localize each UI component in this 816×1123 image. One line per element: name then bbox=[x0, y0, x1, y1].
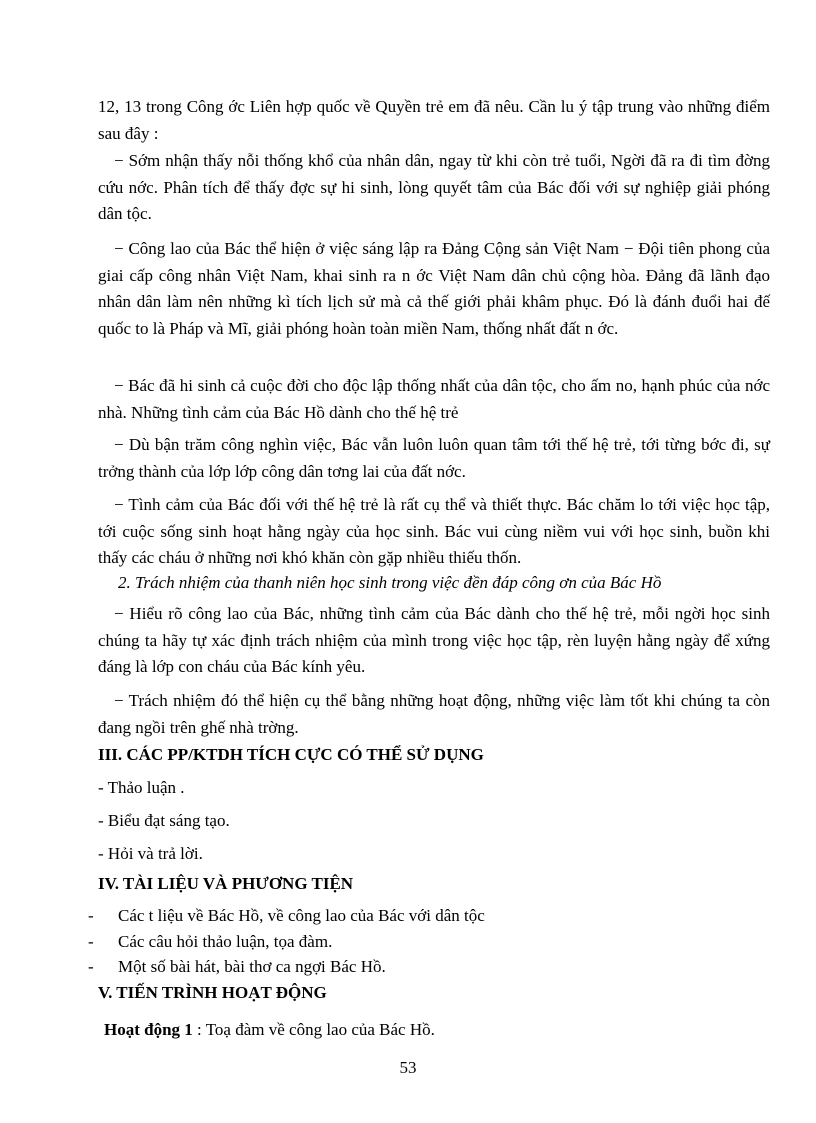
section-5-heading: V. TIẾN TRÌNH HOẠT ĐỘNG bbox=[98, 983, 327, 1002]
section-3-heading: III. CÁC PP/KTDH TÍCH CỰC CÓ THỂ SỬ DỤNG bbox=[98, 745, 484, 764]
paragraph-affection: − Tình cảm của Bác đối với thế hệ trẻ là rất cụ thể và thiết thực. Bác chăm lo tới việc học tập, tới cuộc sống sinh hoạt hằng ngày của học sinh. Bác vui cùng niềm vui với học sinh, buồn khi thấy các cháu ở những nơi khó khăn còn gặp nhiều thiếu thốn. bbox=[98, 495, 770, 567]
paragraph-early-years: − Sớm nhận thấy nỗi thống khổ của nhân dân, ngay từ khi còn trẻ tuổi, Ngời đã ra đi tìm đờng cứu nớc. Phân tích để thấy đợc sự hi sinh, lòng quyết tâm của Bác đối với sự nghiệp giải phóng dân tộc. bbox=[98, 151, 770, 223]
list-item: - Một số bài hát, bài thơ ca ngợi Bác Hồ. bbox=[88, 957, 386, 976]
section-3-item: - Thảo luận . bbox=[98, 778, 185, 797]
paragraph-party-founding: − Công lao của Bác thể hiện ở việc sáng lập ra Đảng Cộng sản Việt Nam − Đội tiên phong của giai cấp công nhân Việt Nam, khai sinh ra n ớc Việt Nam dân chủ cộng hòa. Đảng đã lãnh đạo nhân dân làm nên những kì tích lịch sử mà cả thế giới phải khâm phục. Đó là đánh đuổi hai đế quốc to là Pháp và Mĩ, giải phóng hoàn toàn miền Nam, thống nhất đất n ớc. bbox=[98, 239, 770, 338]
page-number: 53 bbox=[399, 1058, 417, 1077]
paragraph-understanding: − Hiểu rõ công lao của Bác, những tình cảm của Bác dành cho thế hệ trẻ, mỗi ngời học sinh chúng ta hãy tự xác định trách nhiệm của mình trong việc học tập, rèn luyện hằng ngày để xứng đáng là lớp con cháu của Bác kính yêu. bbox=[98, 604, 770, 676]
paragraph-intro: 12, 13 trong Công ớc Liên hợp quốc về Quyền trẻ em đã nêu. Cần lu ý tập trung vào những điểm sau đây : bbox=[98, 97, 770, 143]
paragraph-sacrifice: − Bác đã hi sinh cả cuộc đời cho độc lập thống nhất của dân tộc, cho ấm no, hạnh phúc của nớc nhà. Những tình cảm của Bác Hồ dành cho thế hệ trẻ bbox=[98, 376, 770, 422]
activity-text: : Toạ đàm về công lao của Bác Hồ. bbox=[192, 1020, 435, 1039]
list-item: - Các câu hỏi thảo luận, tọa đàm. bbox=[88, 931, 333, 951]
paragraph-responsibility-action: − Trách nhiệm đó thể hiện cụ thể bằng những hoạt động, những việc làm tốt khi chúng ta còn đang ngồi trên ghế nhà trờng. bbox=[98, 691, 770, 737]
paragraph-concern-youth: − Dù bận trăm công nghìn việc, Bác vẫn luôn luôn quan tâm tới thế hệ trẻ, tới từng bớc đi, sự trởng thành của lớp lớp công dân tơng lai của đất nớc. bbox=[98, 435, 770, 481]
section-4-heading: IV. TÀI LIỆU VÀ PHƯƠNG TIỆN bbox=[98, 874, 354, 893]
materials-list bbox=[88, 903, 768, 980]
section-3-item: - Biểu đạt sáng tạo. bbox=[98, 811, 230, 830]
activity-line bbox=[104, 1018, 435, 1042]
list-item: - Các t liệu về Bác Hồ, về công lao của Bác với dân tộc bbox=[88, 906, 485, 925]
subheading-responsibility: 2. Trách nhiệm của thanh niên học sinh trong việc đền đáp công ơn của Bác Hồ bbox=[118, 573, 662, 592]
section-3-item: - Hỏi và trả lời. bbox=[98, 844, 203, 863]
activity-label: Hoạt động 1 bbox=[104, 1020, 193, 1039]
